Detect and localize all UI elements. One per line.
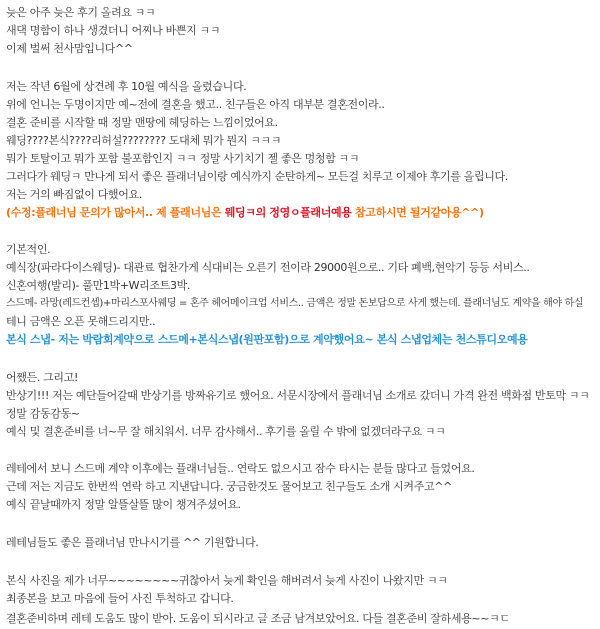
closing1-line-1: 어쨌든. 그리고! xyxy=(6,371,79,384)
basics-line-honeymoon: 신혼여행(발리)- 풀만1박+W리조트3박. xyxy=(6,279,191,292)
planner-note-text-a: (수정:플래너님 문의가 많아서.. 제 플래너님은 xyxy=(6,206,225,219)
intro-line-2: 새댁 명함이 하나 생겼더니 어찌나 바쁜지 ㅋㅋ xyxy=(6,24,221,37)
closing3-line: 레테님들도 좋은 플래너님 만나시기를 ^^ 기원합니다. xyxy=(6,536,259,549)
closing1-line-4: 예식 및 결혼준비를 너~무 잘 해치워서. 너무 감사해서.. 후기를 올릴 수 밖에 없겠더라구요 ㅋㅋ xyxy=(6,425,446,438)
planner-note-text-b: 참고하시면 될거같아용^^) xyxy=(351,206,484,219)
basics-heading: 기본적인. xyxy=(6,243,51,256)
closing1-line-3: 정말 감동감동~ xyxy=(6,407,80,420)
planner-note xyxy=(6,206,484,220)
closing1-line-2: 반상기!!! 저는 예단들어갈때 반상기를 방짜유기로 했어요. 서문시장에서 플래너님 소개로 갔더니 가격 완전 백화점 반토막 ㅋㅋ xyxy=(6,389,590,402)
closing2-line-1: 레테에서 보니 스드메 계약 이후에는 플래너님들.. 연락도 없으시고 잠수 타시는 분들 많다고 들었어요. xyxy=(6,462,475,475)
snap-note: 본식 스냅- 저는 박람회계약으로 스드메+본식스냅(원판포함)으로 계약했어요~ 본식 스냅업체는 천스튜디오예용 xyxy=(6,333,528,346)
basics-line-price: 테니 금액은 오픈 못해드리지만.. xyxy=(6,315,156,328)
intro-line-1: 늦은 아주 늦은 후기 올려요 ㅋㅋ xyxy=(6,6,156,19)
story-line-7: 저는 거의 빠짐없이 다했어요. xyxy=(6,188,142,201)
story-line-4: 웨딩????본식????리허설???????? 도대체 뭐가 뭔지 ㅋㅋㅋ xyxy=(6,134,282,147)
basics-line-sdm: 스드메- 라망(레드컨셉)+마리스포사웨딩 = 혼주 헤어메이크업 서비스.. 금액은 정말 돈보답으로 사게 했는데. 플래너님도 계약을 해야 하실 xyxy=(6,298,584,309)
basics-line-venue: 예식장(파라다이스웨딩)- 대관료 협찬가게 식대비는 오른기 전이라 29000원으로.. 기타 폐백,현악기 등등 서비스.. xyxy=(6,261,530,274)
closing4-line-2: 최종본을 보고 마음에 들어 사진 투척하고 갑니다. xyxy=(6,592,234,605)
story-line-1: 저는 작년 6월에 상견례 후 10월 예식을 올렸습니다. xyxy=(6,80,247,93)
story-line-3: 결혼 준비를 시작할 때 정말 맨땅에 헤딩하는 느낌이었어요. xyxy=(6,116,278,129)
closing4-line-1: 본식 사진을 제가 너무~~~~~~~~귀찮아서 늦게 확인을 해버려서 늦게 사진이 나왔지만 ㅋㅋ xyxy=(6,574,448,587)
planner-note-name: 웨딩ㅋ의 정영ㅇ플래너예용 xyxy=(224,206,352,219)
story-line-5: 뭐가 토탈이고 뭐가 포함 불포함인지 ㅋㅋ 정말 사기치기 젤 좋은 멍청함 ㅋㅋ xyxy=(6,152,360,165)
story-line-6: 그러다가 웨딩ㅋ 만나게 되서 좋은 플래너님이랑 예식까지 순탄하게~ 모든걸 치루고 이제야 후기를 올립니다. xyxy=(6,170,508,183)
intro-line-3: 이제 벌써 천사맘입니다^^ xyxy=(6,42,133,55)
closing2-line-3: 예식 끝날때까지 정말 알뜰살뜰 많이 챙겨주셨어요. xyxy=(6,498,241,511)
closing5-line: 결혼준비하며 레테 도움도 많이 받아. 도움이 되시라고 글 조금 남겨보았어요. 다들 결혼준비 잘하세용~~ㅋㄷ xyxy=(6,612,510,625)
closing2-line-2: 근데 저는 지금도 한번씩 연락 하고 지낸답니다. 궁금한것도 물어보고 친구들도 소개 시켜주고^^ xyxy=(6,480,452,493)
story-line-2: 위에 언니는 두명이지만 예~전에 결혼을 했고.. 친구들은 아직 대부분 결혼전이라.. xyxy=(6,98,385,111)
